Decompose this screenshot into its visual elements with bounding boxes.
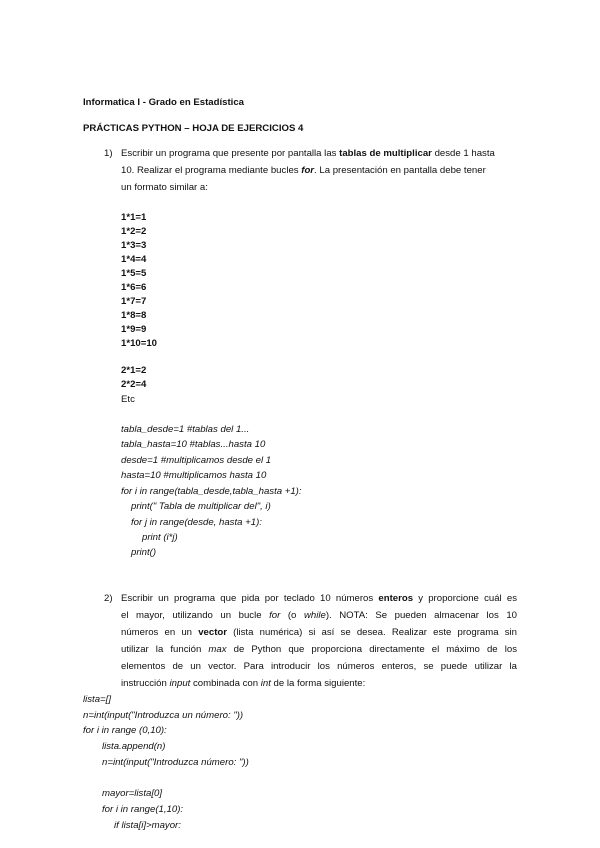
exercise-2-number: 2) — [104, 593, 113, 604]
exercise-2-line: elementos de un vector. Para introducir los números enteros, se puede utilizar la — [121, 661, 517, 672]
sample-output-line: 1*5=5 — [121, 268, 147, 279]
sample-output-line: 2*1=2 — [121, 365, 147, 376]
exercise-1-line: un formato similar a: — [121, 182, 208, 193]
code-line: n=int(input("Introduzca número: ")) — [102, 757, 249, 768]
sample-output-line: 1*9=9 — [121, 324, 147, 335]
exercise-1-line: Escribir un programa que presente por pantalla las tablas de multiplicar desde 1 hasta — [121, 148, 495, 159]
course-title: Informatica I - Grado en Estadística — [83, 97, 245, 108]
sample-output-line: 1*7=7 — [121, 296, 147, 307]
exercise-2-line: utilizar la función max de Python que proporciona directamente el máximo de los — [121, 644, 517, 655]
code-line: print (i*j) — [142, 532, 178, 543]
code-line: for j in range(desde, hasta +1): — [131, 517, 262, 528]
code-line: lista.append(n) — [102, 741, 166, 752]
code-line: for i in range(tabla_desde,tabla_hasta +1): — [121, 486, 302, 497]
sample-output-line: 1*10=10 — [121, 338, 158, 349]
code-line: desde=1 #multiplicamos desde el 1 — [121, 455, 272, 466]
exercise-2-line: Escribir un programa que pida por teclado 10 números enteros y proporcione cuál es — [121, 593, 517, 604]
code-line: for i in range(1,10): — [102, 804, 184, 815]
code-line: hasta=10 #multiplicamos hasta 10 — [121, 470, 267, 481]
sheet-title: PRÁCTICAS PYTHON – HOJA DE EJERCICIOS 4 — [83, 123, 304, 134]
sample-output-line: 1*2=2 — [121, 226, 147, 237]
sample-output-line: 1*1=1 — [121, 212, 147, 223]
code-line: lista=[] — [83, 694, 111, 705]
exercise-2-line: números en un vector (lista numérica) si así se desea. Realizar este programa sin — [121, 627, 517, 638]
sample-output-line: 2*2=4 — [121, 379, 147, 390]
sample-output-line: 1*3=3 — [121, 240, 147, 251]
sample-output-etc: Etc — [121, 394, 135, 405]
exercise-2-line: instrucción input combinada con int de la forma siguiente: — [121, 678, 366, 689]
sample-output-line: 1*6=6 — [121, 282, 147, 293]
code-line: tabla_desde=1 #tablas del 1... — [121, 424, 250, 435]
code-line: for i in range (0,10): — [83, 725, 167, 736]
sample-output-line: 1*8=8 — [121, 310, 147, 321]
code-line: n=int(input("Introduzca un número: ")) — [83, 710, 244, 721]
code-line: mayor=lista[0] — [102, 788, 162, 799]
code-line: print() — [131, 547, 157, 558]
code-line: print(" Tabla de multiplicar del", i) — [131, 501, 271, 512]
exercise-1-line: 10. Realizar el programa mediante bucles for. La presentación en pantalla debe tener — [121, 165, 486, 176]
code-line: if lista[i]>mayor: — [114, 820, 181, 831]
sample-output-line: 1*4=4 — [121, 254, 147, 265]
code-line: tabla_hasta=10 #tablas...hasta 10 — [121, 439, 266, 450]
exercise-2-line: el mayor, utilizando un bucle for (o while). NOTA: Se pueden almacenar los 10 — [121, 610, 517, 621]
exercise-1-number: 1) — [104, 148, 113, 159]
